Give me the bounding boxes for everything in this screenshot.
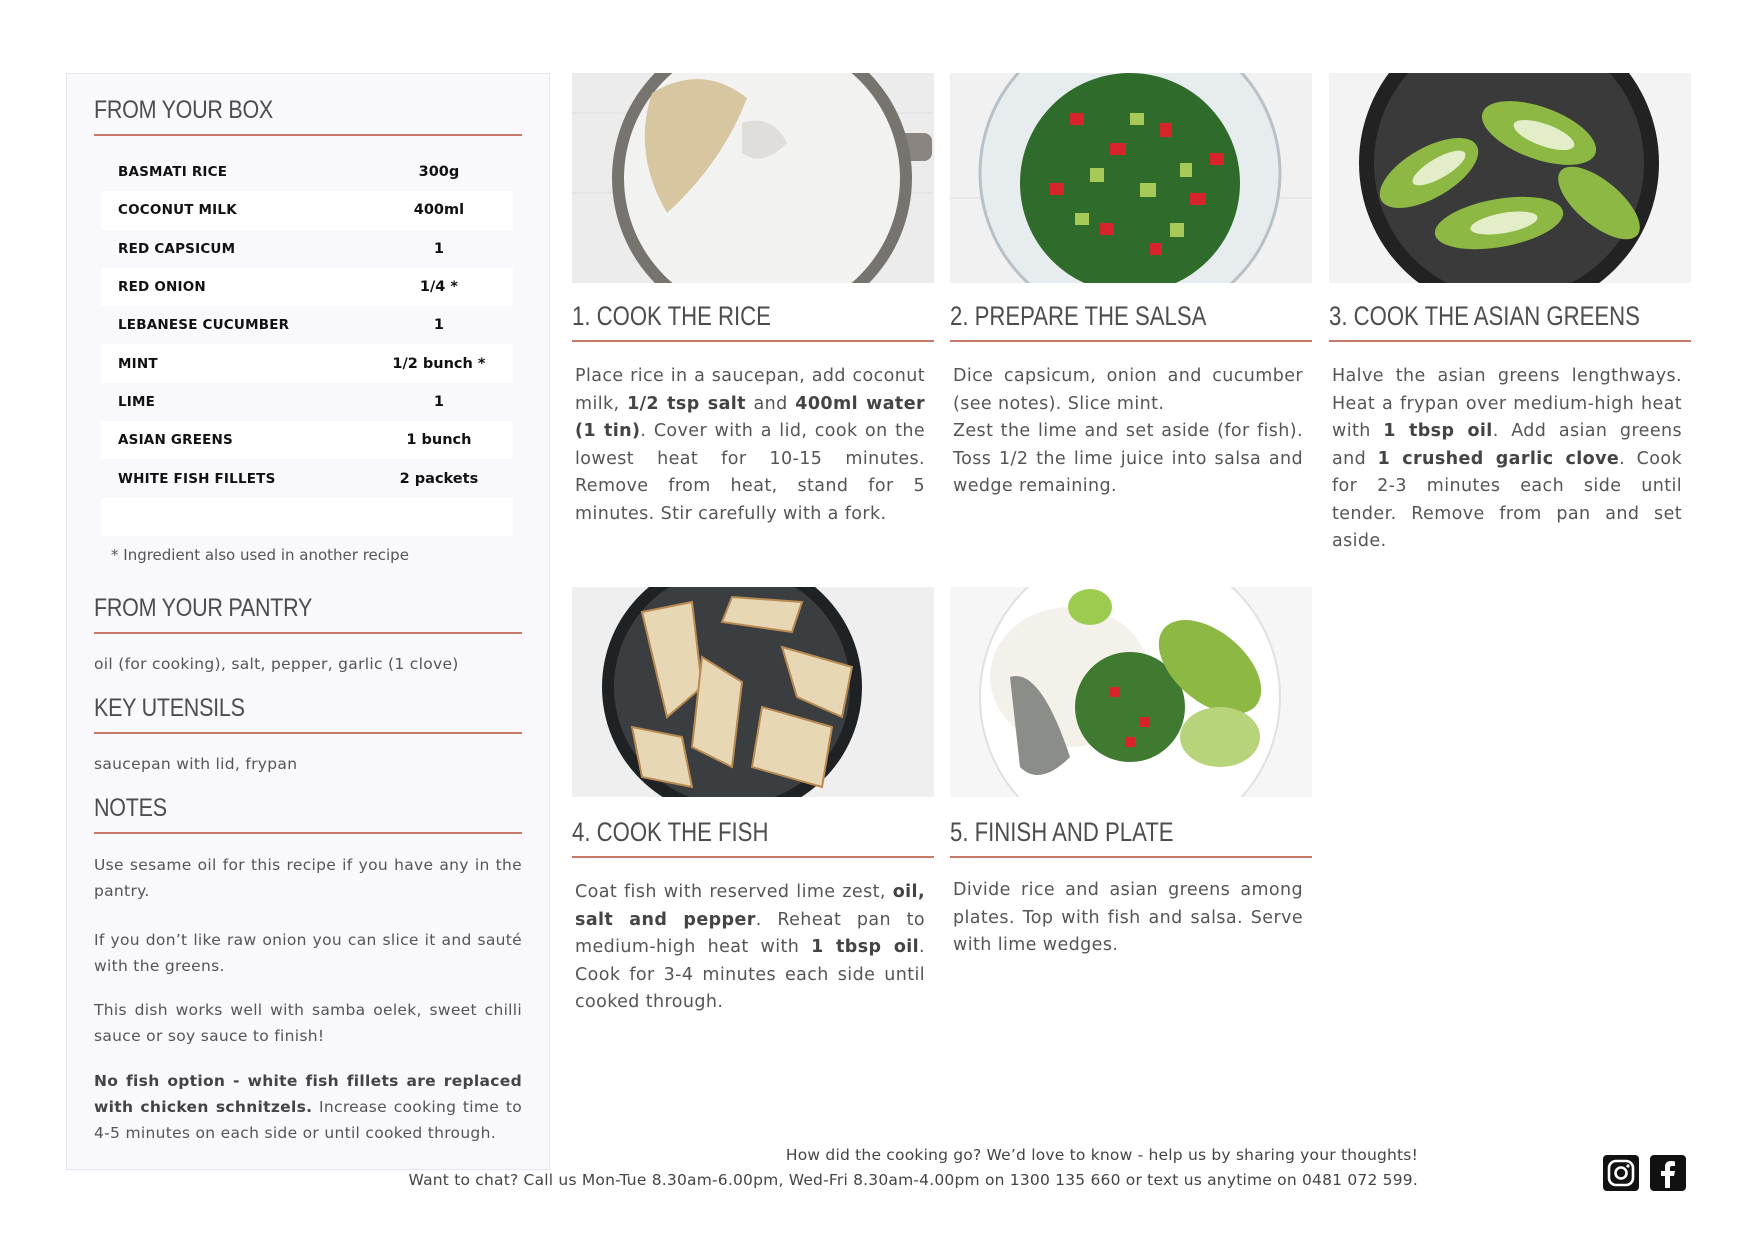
- step-text-bold: oil, salt and pepper: [575, 882, 925, 930]
- ingredients-panel: [66, 73, 550, 1170]
- ingredient-name: COCONUT MILK: [118, 202, 237, 219]
- asian-greens-photo: [1329, 73, 1691, 283]
- step-text-span: . Reheat pan to medium-high heat with: [575, 909, 925, 957]
- step-text-span: . Cook for 3-4 minutes each side until cooked through.: [575, 937, 926, 1012]
- step-text-bold: 1/2 tsp salt: [627, 393, 746, 414]
- note-4: [94, 1068, 522, 1146]
- heading-rule: [94, 632, 522, 634]
- note-2: If you don’t like raw onion you can slice it and sauté with the greens.: [94, 931, 522, 975]
- ingredient-qty: 300g: [418, 164, 460, 181]
- ingredient-row: [101, 153, 513, 191]
- note-4-bold: No fish option - white fish fillets are replaced with chicken schnitzels.: [94, 1072, 522, 1116]
- step-rule: [950, 340, 1312, 342]
- rice-photo: [572, 73, 934, 283]
- step-text-span: Coat fish with reserved lime zest,: [575, 882, 893, 902]
- ingredient-qty: 400ml: [413, 202, 465, 219]
- step-5-text: Divide rice and asian greens among plates. Top with fish and salsa. Serve with lime wedges.: [953, 880, 1303, 955]
- step-rule: [1329, 340, 1691, 342]
- ingredient-row: [101, 459, 513, 497]
- from-your-box-heading: FROM YOUR BOX: [94, 96, 274, 124]
- step-5-title: 5. FINISH AND PLATE: [950, 817, 1174, 847]
- step-4-title: 4. COOK THE FISH: [572, 817, 769, 847]
- plated-dish-photo: [950, 587, 1312, 797]
- ingredient-name: BASMATI RICE: [118, 164, 228, 181]
- ingredient-name: RED ONION: [118, 279, 206, 296]
- note-1: Use sesame oil for this recipe if you have any in the pantry.: [94, 856, 522, 900]
- step-text-span: . Cook for 2-3 minutes each side until tender. Remove from pan and set aside.: [1332, 448, 1682, 551]
- ingredient-qty: 1/4 *: [419, 279, 458, 296]
- ingredient-qty: 2 packets: [399, 470, 479, 487]
- step-4-text: [575, 879, 925, 1017]
- step-3-text: [1332, 363, 1682, 556]
- salsa-photo: [950, 73, 1312, 283]
- ingredient-row: [101, 230, 513, 268]
- utensils-text: saucepan with lid, frypan: [94, 755, 298, 773]
- heading-rule: [94, 732, 522, 734]
- step-rule: [572, 856, 934, 858]
- note-4-rest: Increase cooking time to 4-5 minutes on each side or until cooked through.: [94, 1098, 522, 1142]
- ingredient-qty: 1: [433, 393, 444, 410]
- ingredient-table: [101, 153, 513, 536]
- ingredient-footnote: * Ingredient also used in another recipe: [111, 546, 409, 564]
- instagram-icon[interactable]: [1603, 1155, 1639, 1191]
- step-text-line: Dice capsicum, onion and cucumber (see notes). Slice mint.: [953, 366, 1303, 414]
- step-text-span: Place rice in a saucepan, add coconut milk,: [575, 366, 925, 414]
- step-text-bold: 1 tbsp oil: [1383, 421, 1493, 441]
- ingredient-name: MINT: [118, 355, 158, 372]
- fish-photo: [572, 587, 934, 797]
- ingredient-name: WHITE FISH FILLETS: [118, 470, 276, 487]
- ingredient-name: ASIAN GREENS: [118, 432, 233, 449]
- notes-heading: NOTES: [94, 794, 167, 822]
- step-rule: [572, 340, 934, 342]
- step-3-title: 3. COOK THE ASIAN GREENS: [1329, 301, 1640, 331]
- ingredient-row-empty: [101, 498, 513, 536]
- contact-text: Want to chat? Call us Mon-Tue 8.30am-6.00pm, Wed-Fri 8.30am-4.00pm on 1300 135 660 or text us anytime on 0481 072 599.: [408, 1171, 1418, 1189]
- ingredient-row: [101, 191, 513, 229]
- ingredient-name: RED CAPSICUM: [118, 240, 236, 257]
- ingredient-row: [101, 344, 513, 382]
- heading-rule: [94, 832, 522, 834]
- step-text-span: . Cover with a lid, cook on the lowest heat for 10-15 minutes. Remove from heat, stand for 5 minutes. Stir carefully with a fork.: [575, 421, 925, 524]
- step-text-bold: 400ml water (1 tin): [575, 393, 925, 441]
- step-2-title: 2. PREPARE THE SALSA: [950, 301, 1207, 331]
- ingredient-qty: 1: [433, 240, 444, 257]
- feedback-text: How did the cooking go? We’d love to know - help us by sharing your thoughts!: [785, 1146, 1418, 1164]
- step-text-bold: 1 crushed garlic clove: [1377, 448, 1620, 469]
- ingredient-qty: 1: [433, 317, 444, 334]
- utensils-heading: KEY UTENSILS: [94, 694, 245, 722]
- heading-rule: [94, 134, 522, 136]
- step-1-title: 1. COOK THE RICE: [572, 301, 771, 331]
- facebook-icon[interactable]: [1650, 1155, 1686, 1191]
- ingredient-name: LIME: [118, 393, 156, 410]
- ingredient-qty: 1 bunch: [406, 432, 472, 449]
- step-rule: [950, 856, 1312, 858]
- step-1-text: [575, 363, 925, 528]
- pantry-heading: FROM YOUR PANTRY: [94, 594, 313, 622]
- step-2-text: [953, 363, 1303, 501]
- step-text-line: Zest the lime and set aside (for fish). Toss 1/2 the lime juice into salsa and wedge remaining.: [953, 421, 1303, 496]
- ingredient-qty: 1/2 bunch *: [392, 355, 486, 372]
- pantry-text: oil (for cooking), salt, pepper, garlic (1 clove): [94, 655, 459, 673]
- ingredient-row: [101, 383, 513, 421]
- step-text-span: Halve the asian greens lengthways. Heat a frypan over medium-high heat with: [1332, 366, 1682, 441]
- ingredient-row: [101, 268, 513, 306]
- step-text-span: . Add asian greens and: [1332, 421, 1682, 469]
- step-text-span: and: [745, 393, 796, 414]
- step-text-bold: 1 tbsp oil: [811, 937, 920, 957]
- ingredient-name: LEBANESE CUCUMBER: [118, 317, 290, 334]
- note-3: This dish works well with samba oelek, sweet chilli sauce or soy sauce to finish!: [94, 1001, 522, 1045]
- ingredient-row: [101, 306, 513, 344]
- ingredient-row: [101, 421, 513, 459]
